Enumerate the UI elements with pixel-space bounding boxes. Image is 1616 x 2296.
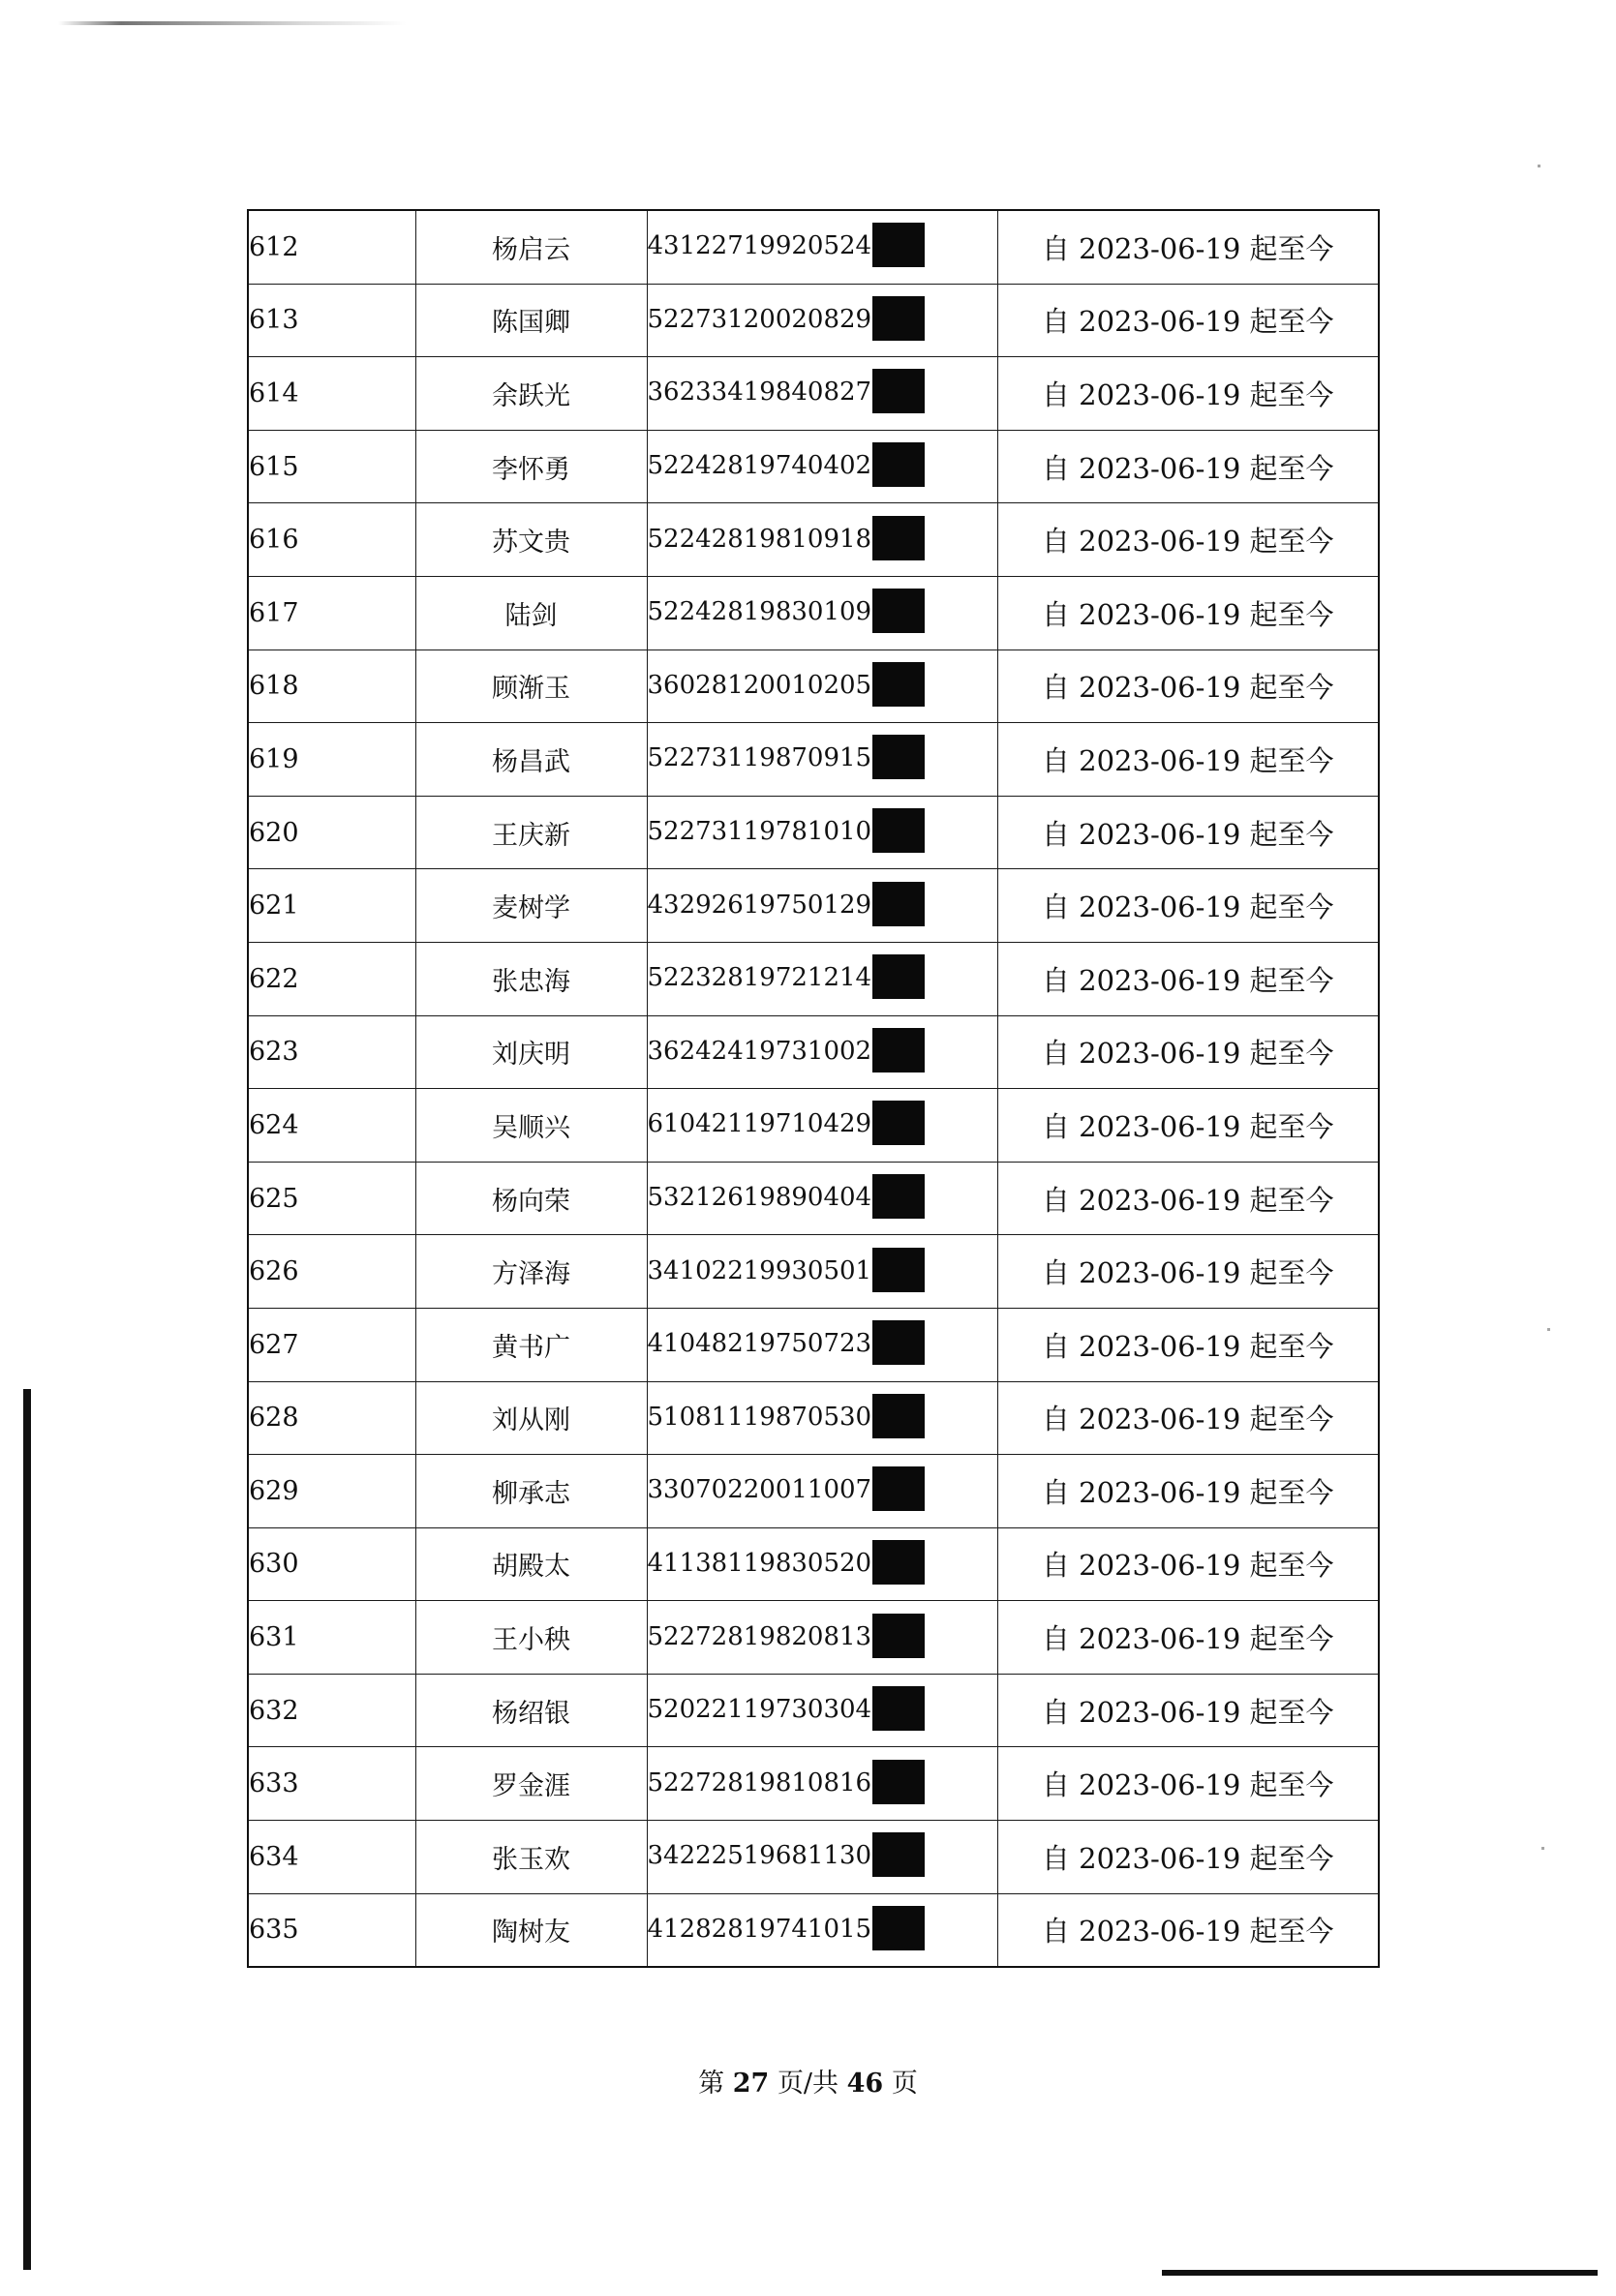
id-number-partial: 41048219750723 [647, 1329, 872, 1359]
table-row [248, 1089, 1379, 1163]
id-number-partial: 52242819740402 [647, 451, 872, 481]
id-number-cell [647, 1015, 997, 1089]
table-row [248, 1527, 1379, 1601]
redaction-block [872, 1394, 925, 1438]
person-name: 罗金涯 [415, 1747, 647, 1821]
id-number-partial: 52272819820813 [647, 1621, 872, 1651]
person-name: 刘从刚 [415, 1381, 647, 1455]
validity-period: 自 2023-06-19 起至今 [997, 1527, 1379, 1601]
person-name: 吴顺兴 [415, 1089, 647, 1163]
validity-period: 自 2023-06-19 起至今 [997, 1381, 1379, 1455]
id-number-cell [647, 284, 997, 357]
person-name: 苏文贵 [415, 503, 647, 577]
id-number-cell [647, 942, 997, 1015]
id-number-partial: 33070220011007 [647, 1475, 872, 1505]
id-number-partial: 52232819721214 [647, 963, 872, 993]
table-row [248, 650, 1379, 723]
id-number-cell [647, 723, 997, 797]
table-row [248, 284, 1379, 357]
redaction-block [872, 882, 925, 926]
id-number-partial: 51081119870530 [647, 1402, 872, 1432]
validity-period: 自 2023-06-19 起至今 [997, 796, 1379, 869]
id-number-cell [647, 1527, 997, 1601]
redaction-block [872, 223, 925, 267]
id-number-partial: 41282819741015 [647, 1914, 872, 1944]
row-number: 626 [248, 1235, 415, 1309]
id-number-cell [647, 1381, 997, 1455]
redaction-block [872, 1248, 925, 1292]
table-row [248, 1015, 1379, 1089]
id-number-partial: 52022119730304 [647, 1695, 872, 1725]
validity-period: 自 2023-06-19 起至今 [997, 650, 1379, 723]
id-number-cell [647, 1601, 997, 1675]
row-number: 621 [248, 869, 415, 943]
person-name: 胡殿太 [415, 1527, 647, 1601]
roster-table [247, 209, 1380, 1968]
page-footer [0, 2062, 1616, 2100]
id-number-partial: 52273120020829 [647, 304, 872, 334]
person-name: 余跃光 [415, 357, 647, 431]
id-number-cell [647, 576, 997, 650]
id-number-cell [647, 1674, 997, 1747]
scan-speck [1538, 165, 1540, 167]
person-name: 方泽海 [415, 1235, 647, 1309]
footer-suffix: 页 [891, 2069, 918, 2099]
person-name: 黄书广 [415, 1308, 647, 1381]
validity-period: 自 2023-06-19 起至今 [997, 1821, 1379, 1894]
id-number-partial: 34102219930501 [647, 1255, 872, 1285]
table-row [248, 430, 1379, 503]
redaction-block [872, 516, 925, 560]
redaction-block [872, 954, 925, 999]
id-number-partial: 43292619750129 [647, 890, 872, 920]
id-number-cell [647, 357, 997, 431]
redaction-block [872, 1466, 925, 1511]
validity-period: 自 2023-06-19 起至今 [997, 284, 1379, 357]
redaction-block [872, 1540, 925, 1585]
id-number-cell [647, 503, 997, 577]
table-row [248, 1821, 1379, 1894]
id-number-cell [647, 1089, 997, 1163]
roster-table-body [248, 210, 1379, 1967]
id-number-cell [647, 430, 997, 503]
table-row [248, 869, 1379, 943]
footer-middle: 页/共 [777, 2069, 839, 2099]
row-number: 615 [248, 430, 415, 503]
redaction-block [872, 1028, 925, 1072]
person-name: 杨启云 [415, 210, 647, 284]
row-number: 634 [248, 1821, 415, 1894]
validity-period: 自 2023-06-19 起至今 [997, 869, 1379, 943]
row-number: 627 [248, 1308, 415, 1381]
table-row [248, 576, 1379, 650]
person-name: 张玉欢 [415, 1821, 647, 1894]
row-number: 616 [248, 503, 415, 577]
table-row [248, 796, 1379, 869]
id-number-cell [647, 1747, 997, 1821]
id-number-partial: 36233419840827 [647, 378, 872, 408]
redaction-block [872, 296, 925, 341]
validity-period: 自 2023-06-19 起至今 [997, 1455, 1379, 1528]
table-row [248, 357, 1379, 431]
validity-period: 自 2023-06-19 起至今 [997, 942, 1379, 1015]
validity-period: 自 2023-06-19 起至今 [997, 503, 1379, 577]
redaction-block [872, 369, 925, 413]
person-name: 杨昌武 [415, 723, 647, 797]
person-name: 王庆新 [415, 796, 647, 869]
row-number: 630 [248, 1527, 415, 1601]
table-row [248, 1235, 1379, 1309]
table-row [248, 1601, 1379, 1675]
row-number: 613 [248, 284, 415, 357]
id-number-partial: 52273119781010 [647, 817, 872, 847]
validity-period: 自 2023-06-19 起至今 [997, 430, 1379, 503]
redaction-block [872, 1101, 925, 1145]
person-name: 麦树学 [415, 869, 647, 943]
person-name: 王小秧 [415, 1601, 647, 1675]
table-row [248, 942, 1379, 1015]
redaction-block [872, 1832, 925, 1877]
table-row [248, 210, 1379, 284]
current-page-number: 27 [732, 2069, 770, 2099]
person-name: 陆剑 [415, 576, 647, 650]
person-name: 张忠海 [415, 942, 647, 1015]
person-name: 李怀勇 [415, 430, 647, 503]
row-number: 619 [248, 723, 415, 797]
id-number-cell [647, 1893, 997, 1967]
table-row [248, 1381, 1379, 1455]
row-number: 633 [248, 1747, 415, 1821]
redaction-block [872, 1174, 925, 1219]
row-number: 612 [248, 210, 415, 284]
redaction-block [872, 442, 925, 487]
redaction-block [872, 1760, 925, 1804]
row-number: 629 [248, 1455, 415, 1528]
row-number: 617 [248, 576, 415, 650]
redaction-block [872, 735, 925, 779]
row-number: 635 [248, 1893, 415, 1967]
id-number-cell [647, 1455, 997, 1528]
validity-period: 自 2023-06-19 起至今 [997, 1674, 1379, 1747]
row-number: 623 [248, 1015, 415, 1089]
person-name: 柳承志 [415, 1455, 647, 1528]
table-row [248, 723, 1379, 797]
validity-period: 自 2023-06-19 起至今 [997, 1893, 1379, 1967]
table-row [248, 1893, 1379, 1967]
validity-period: 自 2023-06-19 起至今 [997, 357, 1379, 431]
id-number-cell [647, 1308, 997, 1381]
person-name: 杨绍银 [415, 1674, 647, 1747]
id-number-partial: 53212619890404 [647, 1183, 872, 1213]
row-number: 618 [248, 650, 415, 723]
validity-period: 自 2023-06-19 起至今 [997, 1015, 1379, 1089]
row-number: 625 [248, 1162, 415, 1235]
id-number-cell [647, 796, 997, 869]
redaction-block [872, 589, 925, 633]
validity-period: 自 2023-06-19 起至今 [997, 1235, 1379, 1309]
id-number-partial: 52242819810918 [647, 524, 872, 554]
validity-period: 自 2023-06-19 起至今 [997, 1308, 1379, 1381]
id-number-partial: 52273119870915 [647, 743, 872, 773]
scan-artifact-bottom-edge [1162, 2270, 1598, 2276]
redaction-block [872, 1320, 925, 1365]
id-number-partial: 52242819830109 [647, 597, 872, 627]
table-row [248, 1674, 1379, 1747]
scan-artifact-top [58, 21, 407, 25]
person-name: 杨向荣 [415, 1162, 647, 1235]
redaction-block [872, 1686, 925, 1731]
table-row [248, 1162, 1379, 1235]
redaction-block [872, 808, 925, 853]
validity-period: 自 2023-06-19 起至今 [997, 1601, 1379, 1675]
row-number: 631 [248, 1601, 415, 1675]
table-row [248, 1747, 1379, 1821]
scan-speck [1541, 1847, 1544, 1850]
id-number-cell [647, 869, 997, 943]
row-number: 620 [248, 796, 415, 869]
validity-period: 自 2023-06-19 起至今 [997, 210, 1379, 284]
person-name: 陈国卿 [415, 284, 647, 357]
redaction-block [872, 1906, 925, 1950]
id-number-partial: 36242419731002 [647, 1036, 872, 1066]
row-number: 632 [248, 1674, 415, 1747]
validity-period: 自 2023-06-19 起至今 [997, 576, 1379, 650]
id-number-partial: 41138119830520 [647, 1548, 872, 1578]
person-name: 刘庆明 [415, 1015, 647, 1089]
id-number-partial: 52272819810816 [647, 1767, 872, 1798]
id-number-partial: 36028120010205 [647, 670, 872, 700]
id-number-cell [647, 1162, 997, 1235]
scan-artifact-left-edge [23, 1389, 31, 2270]
row-number: 628 [248, 1381, 415, 1455]
id-number-partial: 43122719920524 [647, 231, 872, 261]
table-row [248, 503, 1379, 577]
validity-period: 自 2023-06-19 起至今 [997, 723, 1379, 797]
id-number-partial: 34222519681130 [647, 1841, 872, 1871]
scan-speck [1547, 1328, 1550, 1331]
row-number: 614 [248, 357, 415, 431]
person-name: 陶树友 [415, 1893, 647, 1967]
footer-prefix: 第 [698, 2069, 725, 2099]
validity-period: 自 2023-06-19 起至今 [997, 1747, 1379, 1821]
id-number-cell [647, 210, 997, 284]
table-row [248, 1455, 1379, 1528]
id-number-cell [647, 650, 997, 723]
row-number: 622 [248, 942, 415, 1015]
id-number-cell [647, 1821, 997, 1894]
id-number-cell [647, 1235, 997, 1309]
validity-period: 自 2023-06-19 起至今 [997, 1089, 1379, 1163]
row-number: 624 [248, 1089, 415, 1163]
redaction-block [872, 1614, 925, 1658]
total-page-number: 46 [846, 2069, 884, 2099]
redaction-block [872, 662, 925, 707]
person-name: 顾渐玉 [415, 650, 647, 723]
table-row [248, 1308, 1379, 1381]
id-number-partial: 61042119710429 [647, 1109, 872, 1139]
validity-period: 自 2023-06-19 起至今 [997, 1162, 1379, 1235]
